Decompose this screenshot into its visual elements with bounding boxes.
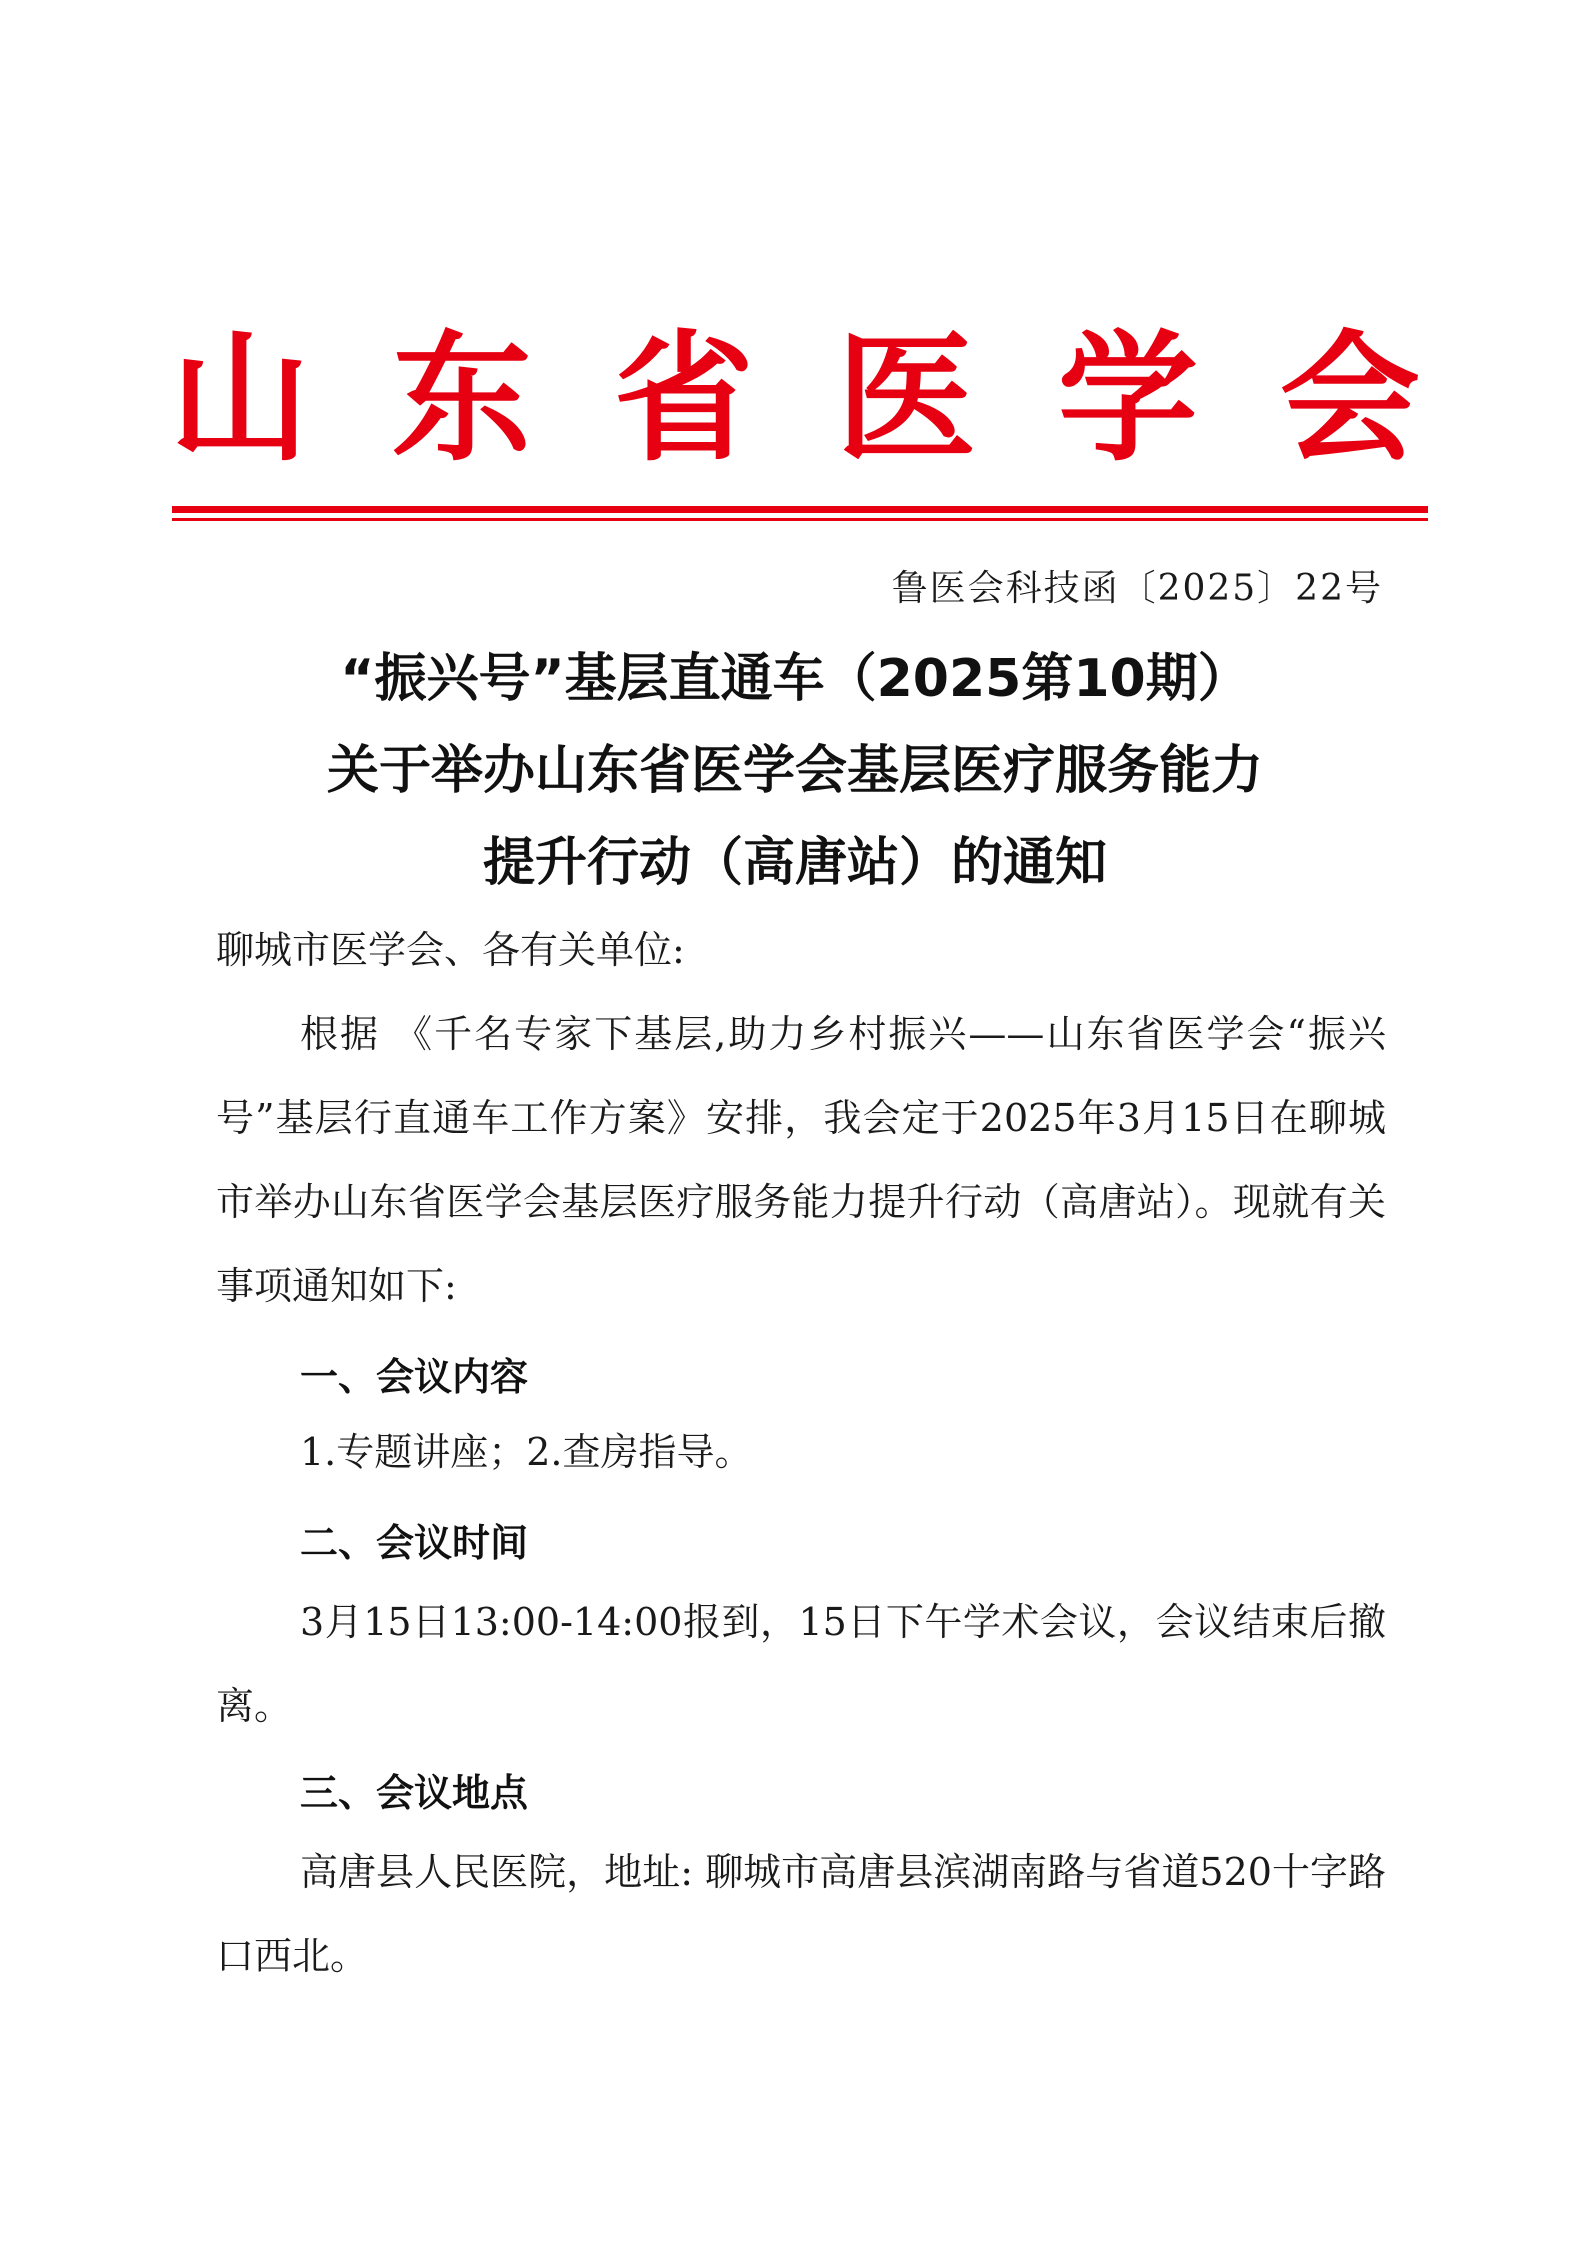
- letterhead-divider-thick: [172, 506, 1428, 513]
- section-heading-location: 三、会议地点: [300, 1771, 529, 1815]
- body-intro-paragraph: 根据 《千名专家下基层,助力乡村振兴——山东省医学会“振兴号”基层行直通车工作方案》安排，我会定于2025年3月15日在聊城市举办山东省医学会基层医疗服务能力提升行动（高唐站）。现就有关事项通知如下:: [216, 1012, 1386, 1308]
- section-text-content: 1.专题讲座；2.查房指导。: [300, 1430, 753, 1474]
- document-title-line-3: 提升行动（高唐站）的通知: [482, 833, 1107, 893]
- document-number: 鲁医会科技函〔2025〕22号: [891, 568, 1383, 609]
- letterhead-title: [170, 300, 1420, 500]
- letterhead-char: 会: [1279, 318, 1420, 481]
- letterhead-char: 学: [1057, 318, 1198, 481]
- salutation: 聊城市医学会、各有关单位:: [216, 928, 685, 972]
- letterhead-divider-thin: [172, 518, 1428, 521]
- section-text-time: 3月15日13:00-14:00报到，15日下午学术会议，会议结束后撤离。: [216, 1600, 1386, 1728]
- letterhead-char: 山: [170, 318, 311, 481]
- section-heading-content: 一、会议内容: [300, 1355, 529, 1399]
- letterhead-char: 省: [613, 318, 754, 481]
- section-heading-time: 二、会议时间: [300, 1521, 529, 1565]
- letterhead-char: 医: [835, 318, 976, 481]
- document-title-line-2: 关于举办山东省医学会基层医疗服务能力: [326, 741, 1263, 801]
- document-title-line-1: “振兴号”基层直通车（2025第10期）: [340, 649, 1250, 709]
- section-text-location: 高唐县人民医院，地址: 聊城市高唐县滨湖南路与省道520十字路口西北。: [216, 1850, 1386, 1978]
- letterhead-char: 东: [391, 318, 532, 481]
